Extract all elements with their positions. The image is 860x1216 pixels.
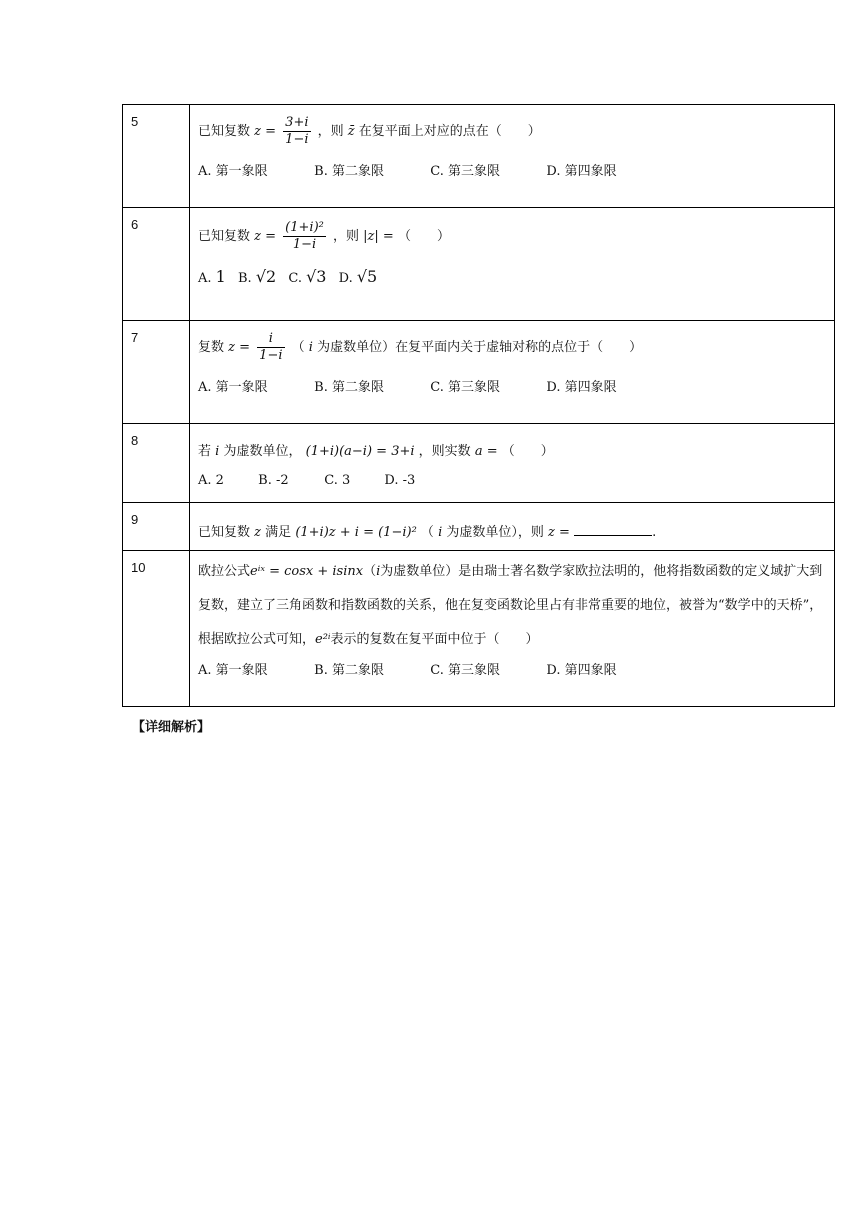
- option-b: B. 第二象限: [314, 663, 384, 678]
- fraction: $\frac{i}{1-i}$: [259, 331, 283, 363]
- question-row: [123, 551, 835, 707]
- question-stem: 欧拉公式eⁱˣ = cosx + isinx（i为虚数单位）是由瑞士著名数学家欧拉法明的，他将指数函数的定义域扩大到复数，建立了三角函数和指数函数的关系，他在复变函数论里占有非常重要的地位，被誉为“数学中的天桥”，根据欧拉公式可知，e²ⁱ表示的复数在复平面中位于（ ）: [198, 564, 823, 647]
- option-b-label: B.: [238, 271, 252, 286]
- option-a: A. 2: [198, 473, 224, 488]
- question-stem: 复数 z = $\frac{i}{1-i}$ （ i 为虚数单位）在复平面内关于虚轴对称的点位于（ ）: [198, 331, 643, 363]
- question-number: 10: [123, 551, 190, 707]
- option-c: C. 第三象限: [430, 380, 501, 395]
- option-c: C. 第三象限: [430, 164, 501, 179]
- fraction: $\frac{\text{(1+i)²}}{1-i}$: [285, 220, 324, 252]
- question-number: 9: [123, 503, 190, 551]
- question-number: 5: [123, 105, 190, 208]
- option-d: D. -3: [384, 473, 416, 488]
- option-c-label: C.: [288, 271, 302, 286]
- option-d-value: √5: [356, 267, 378, 286]
- option-b-value: √2: [255, 267, 277, 286]
- question-number: 8: [123, 424, 190, 503]
- option-list: [198, 160, 828, 179]
- option-list: [198, 376, 828, 395]
- option-c: C. 3: [324, 473, 351, 488]
- question-table-wrapper: [122, 104, 835, 707]
- option-b: B. -2: [258, 473, 289, 488]
- question-stem: 已知复数 z = $\frac{3+i}{1-i}$ ，则 z̄ 在复平面上对应的点在（ ）: [198, 115, 541, 147]
- option-d: D. 第四象限: [546, 164, 617, 179]
- question-row: [123, 208, 835, 321]
- option-d: D. 第四象限: [546, 380, 617, 395]
- answer-blank: [574, 521, 652, 536]
- option-a-value: 1: [215, 267, 226, 286]
- option-a: A. 第一象限: [198, 164, 268, 179]
- option-list: [198, 267, 828, 286]
- option-c: C. 第三象限: [430, 663, 501, 678]
- fraction: $\frac{3+i}{1-i}$: [285, 115, 309, 147]
- option-b: B. 第二象限: [314, 164, 384, 179]
- option-d-label: D.: [338, 271, 353, 286]
- option-list: [198, 473, 828, 488]
- question-row: [123, 424, 835, 503]
- question-stem: 若 i 为虚数单位， (1+i)(a−i) = 3+i ，则实数 a = （ ）: [198, 444, 554, 459]
- option-c-value: √3: [306, 267, 327, 286]
- detail-heading: 【详细解析】: [132, 720, 211, 735]
- question-row: [123, 503, 835, 551]
- option-a: A. 第一象限: [198, 663, 268, 678]
- question-number: 7: [123, 321, 190, 424]
- question-row: [123, 105, 835, 208]
- question-stem: 已知复数 z 满足 (1+i)z + i = (1−i)² （ i 为虚数单位），则 z = .: [198, 521, 828, 540]
- option-d: D. 第四象限: [546, 663, 617, 678]
- question-row: [123, 321, 835, 424]
- option-a-label: A.: [198, 271, 212, 286]
- option-b: B. 第二象限: [314, 380, 384, 395]
- question-number: 6: [123, 208, 190, 321]
- option-list: [198, 659, 828, 678]
- option-a: A. 第一象限: [198, 380, 268, 395]
- question-stem: 已知复数 z = $\frac{\text{(1+i)²}}{1-i}$ ，则 |z| = （ ）: [198, 220, 450, 252]
- question-table: [122, 104, 835, 707]
